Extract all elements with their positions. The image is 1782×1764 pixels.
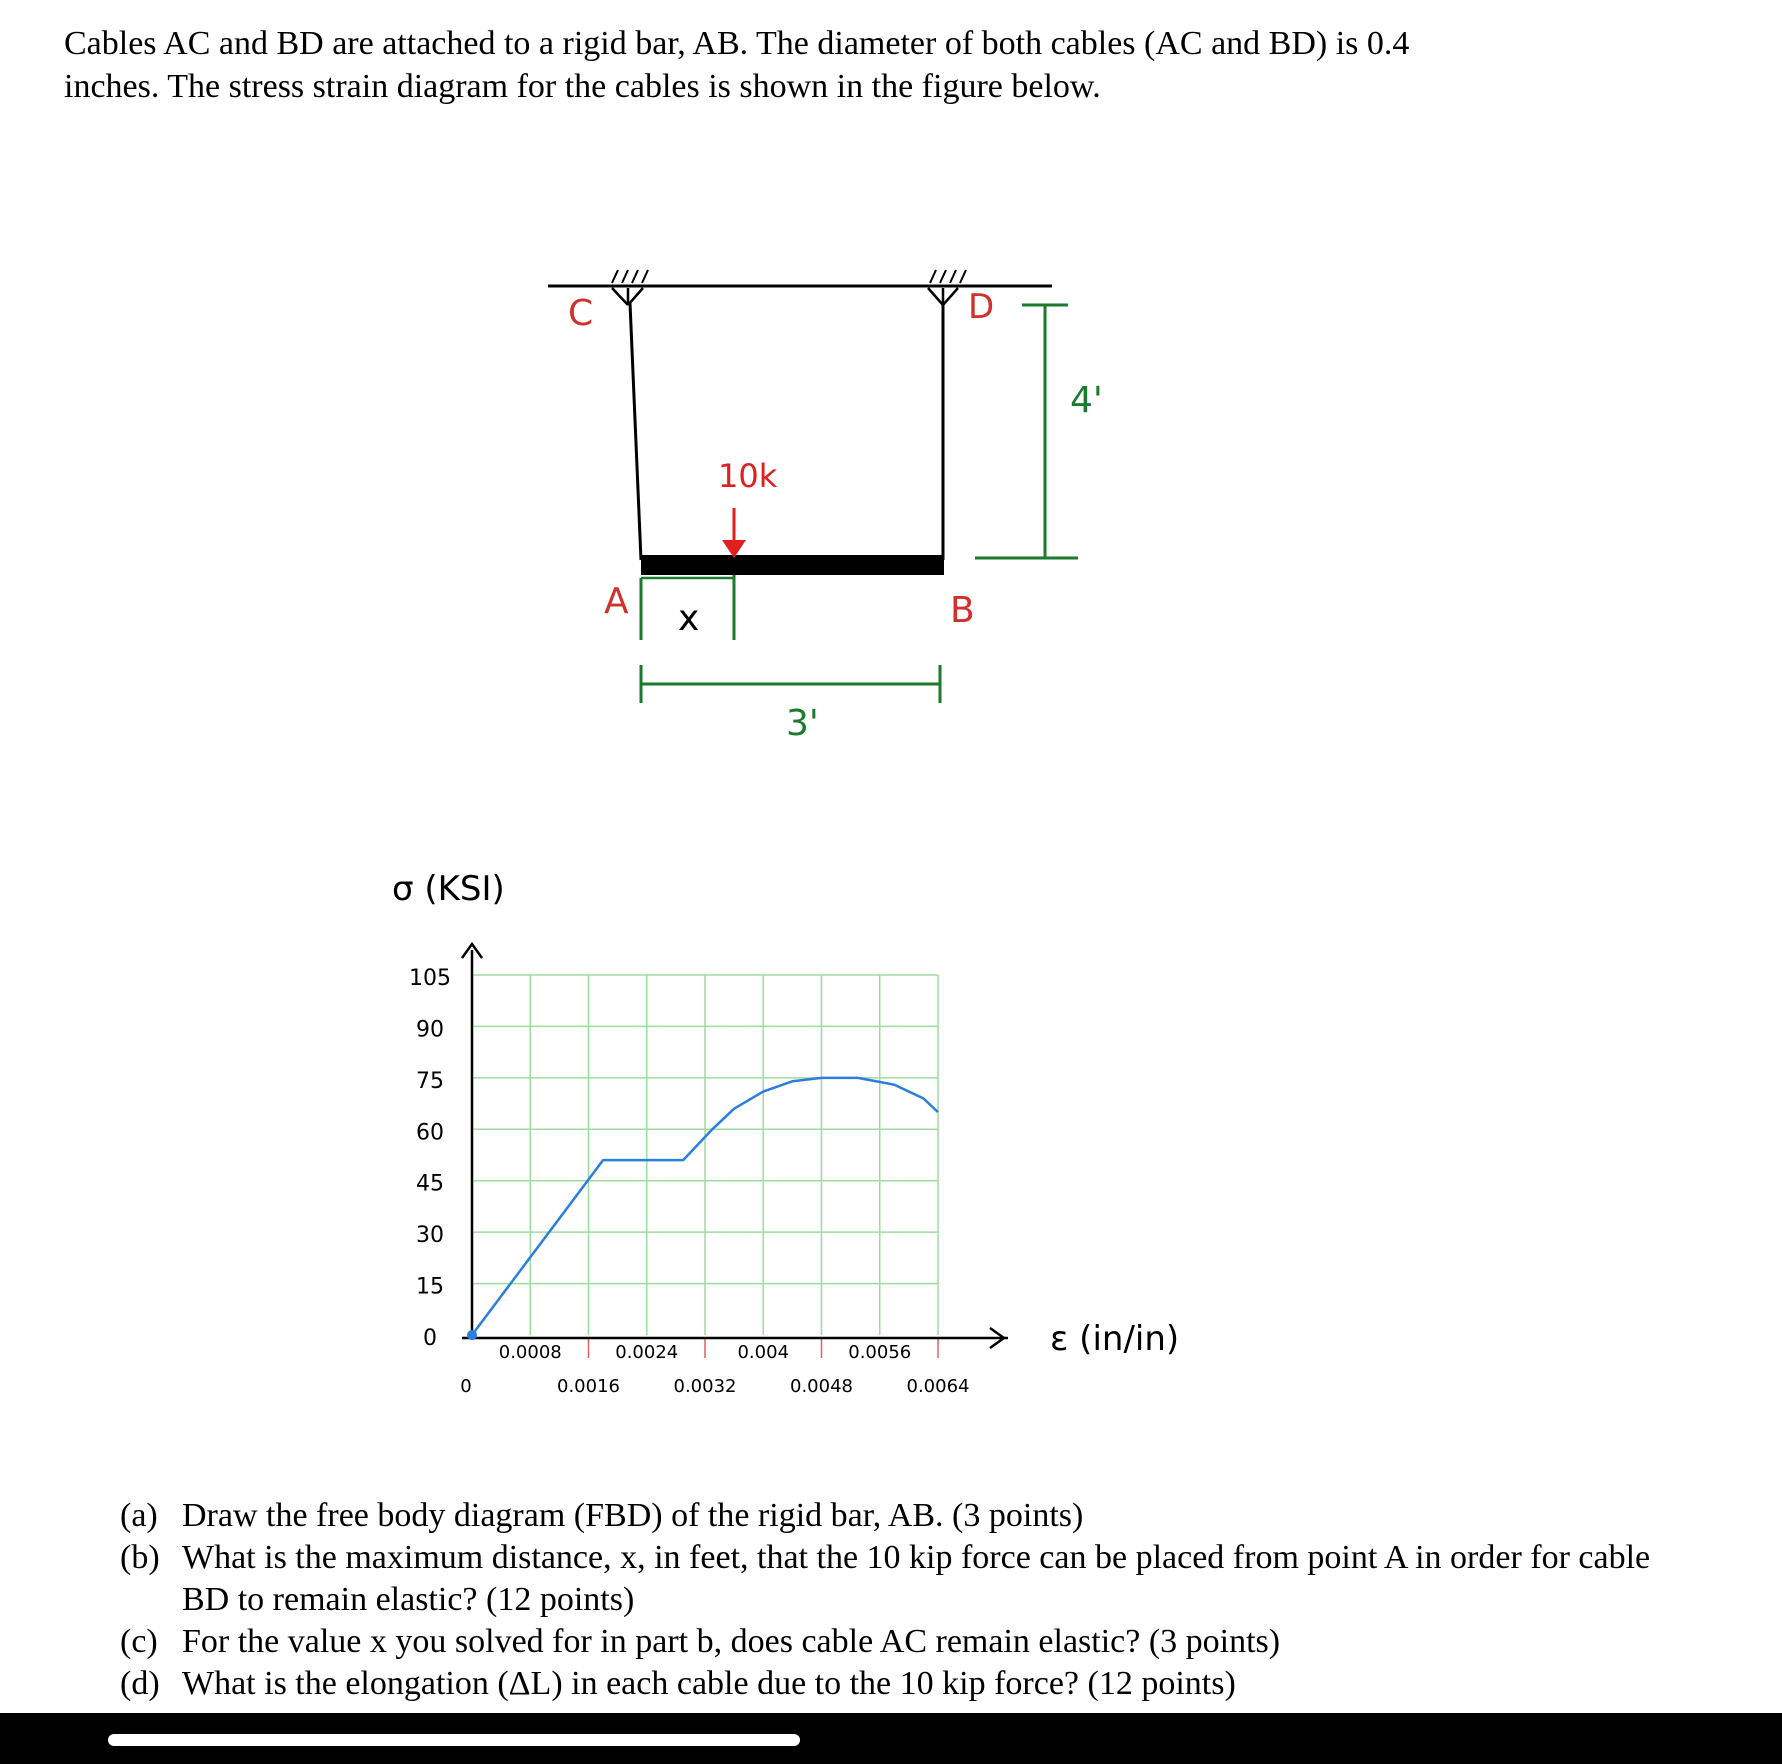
question-b	[120, 1537, 1680, 1621]
question-list	[120, 1495, 1680, 1705]
question-text: What is the elongation (ΔL) in each cable due to the 10 kip force? (12 points)	[182, 1665, 1236, 1702]
label-b: B	[950, 590, 975, 631]
question-c	[120, 1621, 1680, 1663]
x-tick-label: 0.0048	[790, 1376, 853, 1397]
x-tick-label: 0.0016	[557, 1376, 620, 1397]
problem-line-2: inches. The stress strain diagram for the cables is shown in the figure below.	[64, 68, 1101, 105]
y-tick-label: 90	[416, 1017, 444, 1043]
chart-axes	[462, 944, 1008, 1348]
question-a	[120, 1495, 1680, 1537]
x-tick-label: 0.0024	[615, 1342, 679, 1363]
span-label: 3'	[786, 703, 819, 744]
question-d	[120, 1663, 1680, 1705]
question-label: (b)	[120, 1539, 160, 1576]
data-point	[467, 1330, 477, 1340]
problem-line-1: Cables AC and BD are attached to a rigid bar, AB. The diameter of both cables (AC and BD) is 0.4	[64, 25, 1410, 62]
y-tick-label: 0	[423, 1326, 437, 1351]
y-tick-labels	[409, 966, 451, 1351]
x-tick-label: 0.0056	[848, 1342, 912, 1363]
x-tick-labels	[460, 1342, 969, 1397]
question-text: Draw the free body diagram (FBD) of the rigid bar, AB. (3 points)	[182, 1497, 1084, 1534]
label-c: C	[568, 293, 594, 334]
stress-strain-curve	[467, 1078, 938, 1340]
y-axis-label: σ (KSI)	[392, 869, 505, 909]
load-label: 10k	[718, 457, 778, 495]
x-tick-label: 0.004	[737, 1342, 790, 1363]
y-tick-label: 45	[416, 1171, 444, 1197]
height-label: 4'	[1070, 380, 1103, 421]
y-tick-label: 15	[416, 1274, 444, 1300]
x-tick-label: 0	[460, 1376, 472, 1397]
x-label: x	[678, 598, 700, 639]
question-label: (a)	[120, 1497, 158, 1534]
x-axis-label: ε (in/in)	[1050, 1319, 1180, 1359]
x-tick-label: 0.0008	[498, 1342, 562, 1363]
y-tick-label: 60	[416, 1120, 444, 1146]
x-tick-label: 0.0064	[906, 1376, 970, 1397]
question-label: (d)	[120, 1665, 160, 1702]
label-a: A	[604, 581, 629, 622]
x-tick-label: 0.0032	[673, 1376, 737, 1397]
question-text: For the value x you solved for in part b, does cable AC remain elastic? (3 points)	[182, 1623, 1281, 1660]
question-label: (c)	[120, 1623, 158, 1660]
y-tick-label: 30	[416, 1223, 444, 1249]
y-tick-label: 105	[409, 966, 451, 991]
question-text: What is the maximum distance, x, in feet, that the 10 kip force can be placed from point A in order for cable BD to remain elastic? (12 points)	[182, 1539, 1651, 1618]
label-d: D	[968, 287, 995, 327]
chart-grid	[472, 975, 938, 1358]
home-indicator[interactable]	[108, 1734, 800, 1746]
y-tick-label: 75	[416, 1068, 444, 1094]
